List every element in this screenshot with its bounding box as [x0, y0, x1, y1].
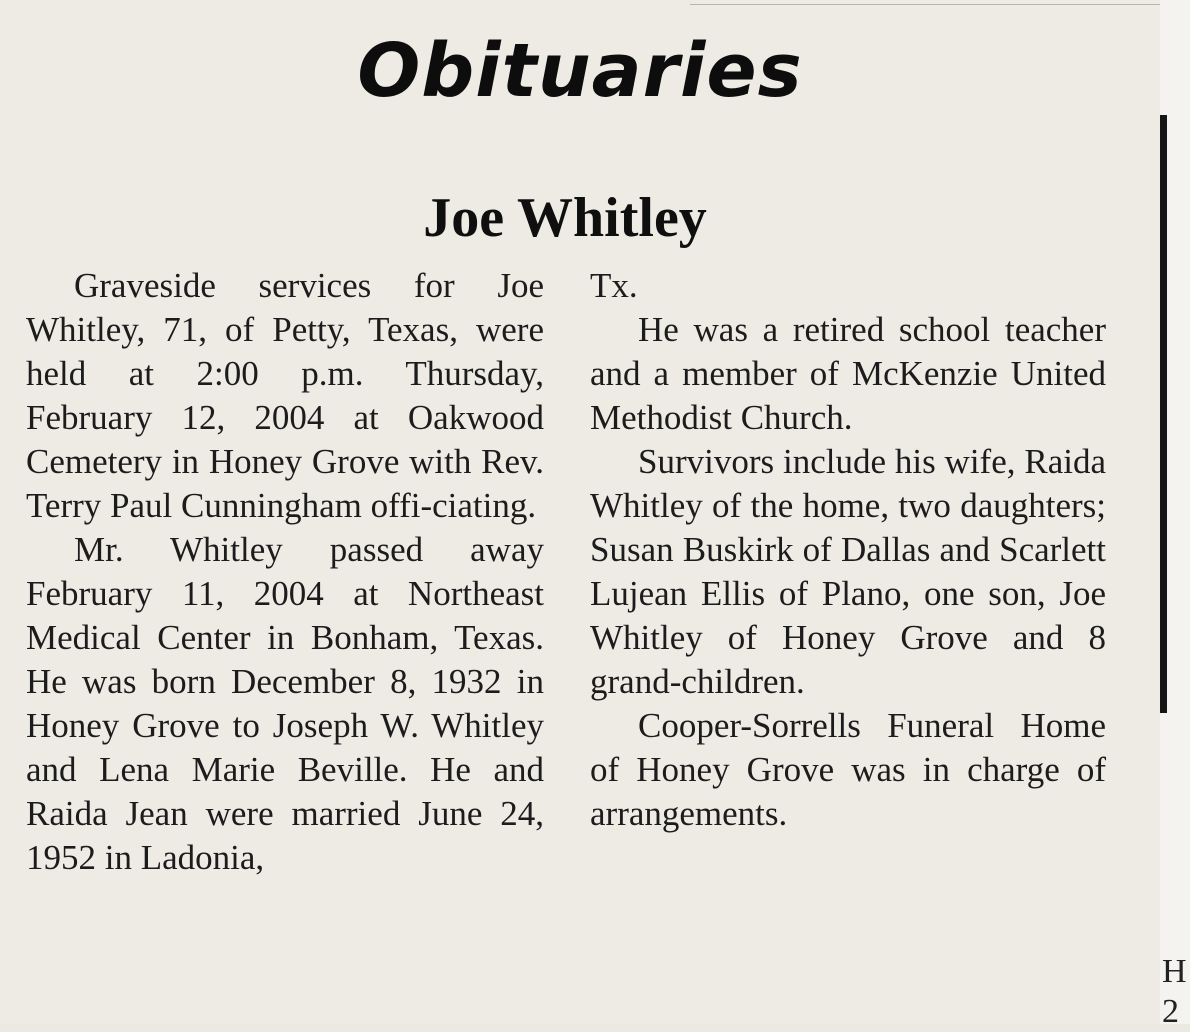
margin-fragment-line2: 2 — [1162, 993, 1179, 1030]
paragraph-death-birth: Mr. Whitley passed away February 11, 2004 at Northeast Medical Center in Bonham, Texas. He was born December 8, 1932 in Honey Grove to Joseph W. Whitley and Lena Marie Beville. He and Raida Jean were married June 24, 1952 in Ladonia, — [26, 530, 544, 877]
obituary-right-column — [590, 264, 1106, 836]
margin-fragment-line1: H — [1162, 953, 1187, 990]
paragraph-continuation: Tx. — [590, 266, 638, 305]
paragraph-career: He was a retired school teacher and a member of McKenzie United Methodist Church. — [590, 310, 1106, 437]
obituary-left-column — [26, 264, 544, 880]
paragraph-services: Graveside services for Joe Whitley, 71, of Petty, Texas, were held at 2:00 p.m. Thursday, February 12, 2004 at Oakwood Cemetery in Honey Grove with Rev. Terry Paul Cunningham offi-ciating. — [26, 266, 544, 525]
top-rule — [690, 4, 1160, 5]
adjacent-column-rule — [1160, 115, 1167, 713]
obituary-name: Joe Whitley — [423, 187, 707, 249]
adjacent-column-fragment — [1162, 952, 1190, 1032]
paragraph-arrangements: Cooper-Sorrells Funeral Home of Honey Grove was in charge of arrangements. — [590, 706, 1106, 833]
paragraph-survivors: Survivors include his wife, Raida Whitley of the home, two daughters; Susan Buskirk of Dallas and Scarlett Lujean Ellis of Plano, one son, Joe Whitley of Honey Grove and 8 grand-children. — [590, 442, 1106, 701]
section-masthead: Obituaries — [357, 28, 803, 114]
